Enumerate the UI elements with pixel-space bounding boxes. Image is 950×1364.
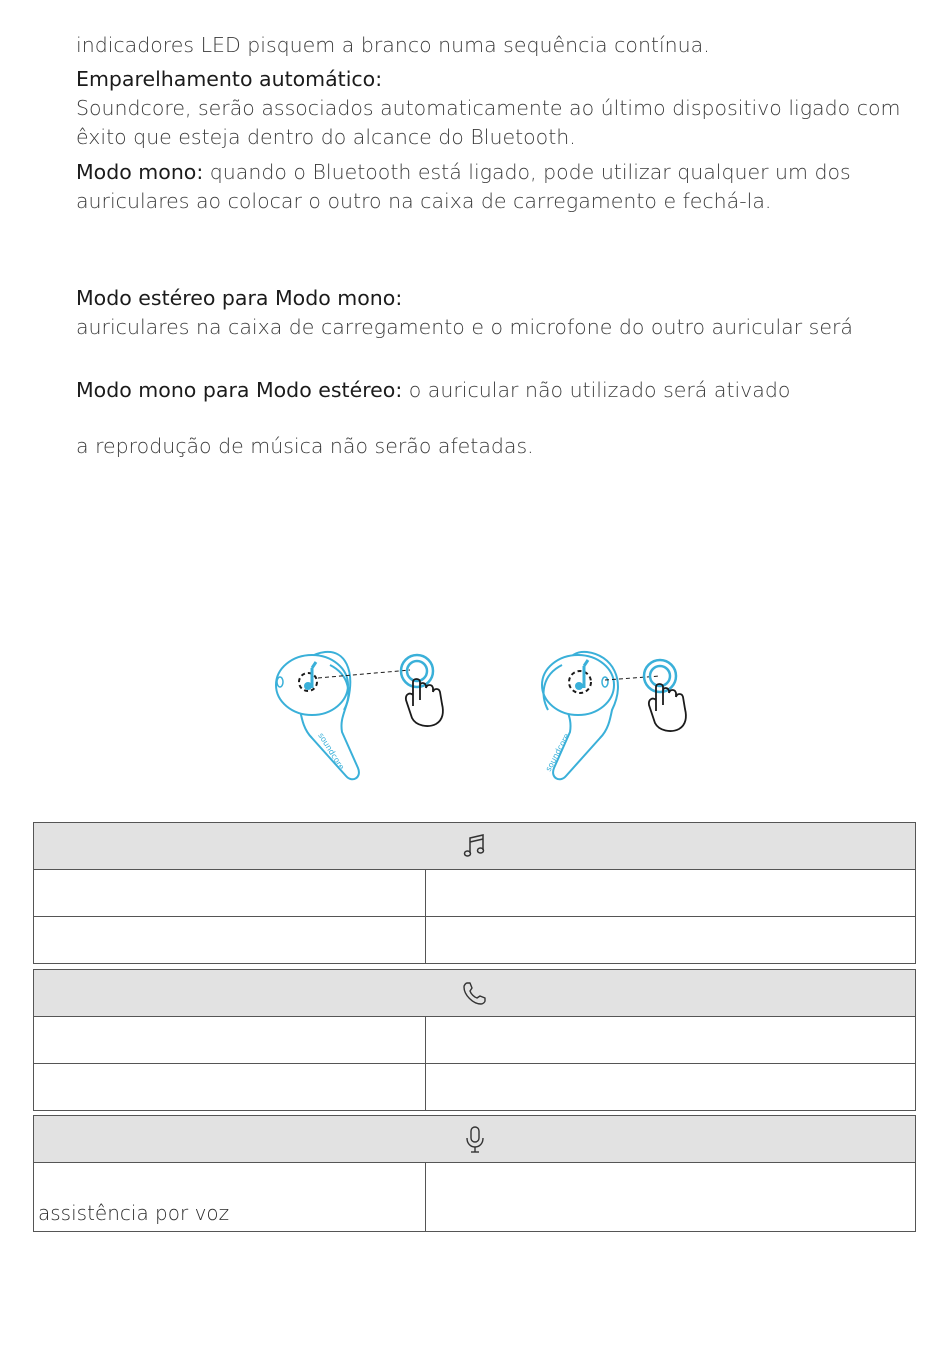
auto-pairing-label: Emparelhamento automático: xyxy=(76,67,383,91)
paragraph-stereo-to-mono xyxy=(76,284,916,342)
stereo-to-mono-label: Modo estéreo para Modo mono: xyxy=(76,286,403,310)
auto-pairing-text: Soundcore, serão associados automaticamente ao último dispositivo ligado com êxito que esteja dentro do alcance do Bluetooth. xyxy=(76,96,901,149)
paragraph-led xyxy=(76,31,916,60)
call-controls-table xyxy=(33,969,916,1111)
table-cell xyxy=(426,870,915,916)
phone-icon xyxy=(461,979,489,1007)
music-controls-table xyxy=(33,822,916,964)
call-table-header xyxy=(34,970,915,1017)
paragraph-text: indicadores LED pisquem a branco numa sequência contínua. xyxy=(76,33,710,57)
mono-mode-label: Modo mono: xyxy=(76,160,204,184)
table-cell xyxy=(34,870,426,916)
table-cell xyxy=(34,917,426,963)
table-cell xyxy=(426,1064,915,1110)
table-row xyxy=(34,917,915,963)
music-note-icon xyxy=(461,832,489,860)
mono-to-stereo-text: o auricular não utilizado será ativado xyxy=(402,378,791,402)
table-cell xyxy=(34,1064,426,1110)
earbud-touch-illustration xyxy=(260,640,700,790)
music-playback-text: a reprodução de música não serão afetadas. xyxy=(76,434,534,458)
table-cell xyxy=(426,1163,915,1231)
paragraph-mono-to-stereo xyxy=(76,376,916,405)
mono-to-stereo-label: Modo mono para Modo estéreo: xyxy=(76,378,403,402)
left-earbud-image xyxy=(276,652,359,779)
table-row xyxy=(34,870,915,917)
voice-assistant-cell: assistência por voz xyxy=(34,1163,426,1231)
table-row xyxy=(34,1163,915,1231)
microphone-icon xyxy=(461,1124,489,1154)
music-table-header xyxy=(34,823,915,870)
right-brand-text: soundcore xyxy=(543,731,572,773)
table-row xyxy=(34,1064,915,1110)
right-tap-hand-icon xyxy=(644,660,686,731)
voice-table-header xyxy=(34,1116,915,1163)
left-brand-text: soundcore xyxy=(316,731,346,772)
paragraph-mono-mode xyxy=(76,158,916,216)
table-cell xyxy=(34,1017,426,1063)
stereo-to-mono-text: auriculares na caixa de carregamento e o microfone do outro auricular será xyxy=(76,315,853,339)
table-row xyxy=(34,1017,915,1064)
paragraph-music-playback xyxy=(76,432,916,461)
mono-mode-text: quando o Bluetooth está ligado, pode utilizar qualquer um dos auriculares ao colocar o outro na caixa de carregamento e fechá-la. xyxy=(76,160,851,213)
left-tap-hand-icon xyxy=(401,655,443,726)
voice-controls-table xyxy=(33,1115,916,1232)
paragraph-auto-pairing xyxy=(76,65,916,152)
table-cell xyxy=(426,917,915,963)
table-cell xyxy=(426,1017,915,1063)
